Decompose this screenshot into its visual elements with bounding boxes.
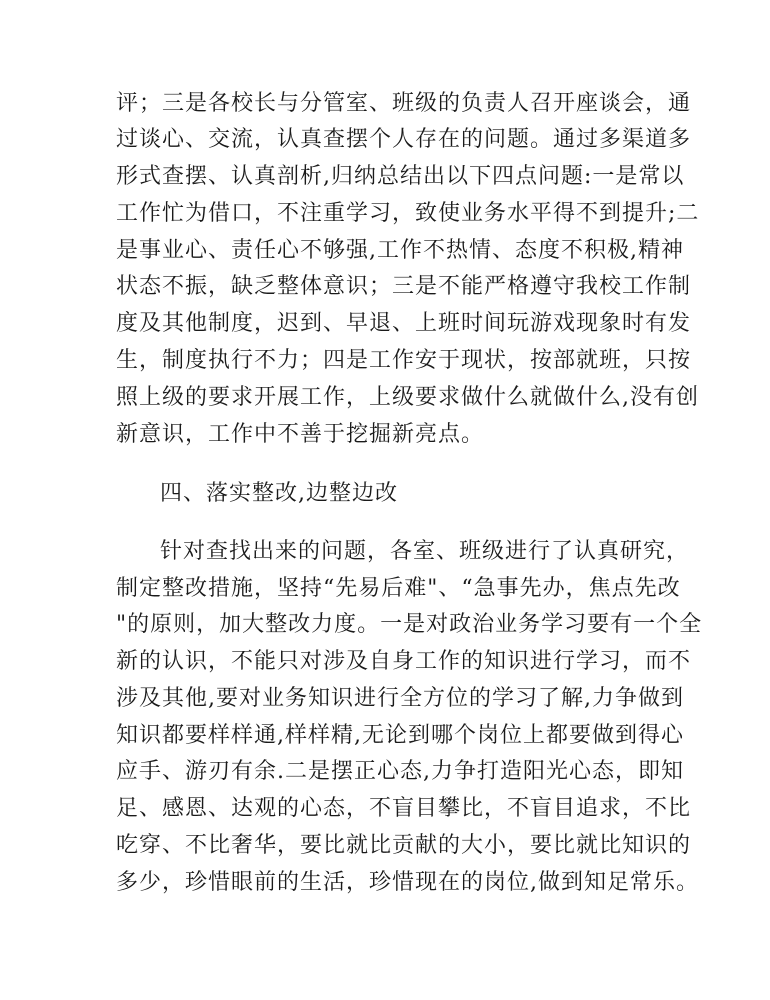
section-heading: 四、落实整改,边整边改	[160, 481, 398, 506]
text-line: 制定整改措施，坚持“先易后难"、“急事先办，焦点先改	[116, 576, 681, 601]
text-line: 评；三是各校长与分管室、班级的负责人召开座谈会，通	[116, 91, 692, 116]
text-line: 形式查摆、认真剖析,归纳总结出以下四点问题:一是常以	[116, 164, 685, 189]
text-line: 照上级的要求开展工作，上级要求做什么就做什么,没有创	[116, 385, 699, 410]
text-line: 度及其他制度，迟到、早退、上班时间玩游戏现象时有发	[116, 311, 692, 336]
text-line: 应手、游刃有余.二是摆正心态,力争打造阳光心态，即知	[116, 759, 684, 784]
text-line: 针对查找出来的问题，各室、班级进行了认真研究，	[160, 539, 690, 564]
text-line: 足、感恩、达观的心态，不盲目攀比，不盲目追求，不比	[116, 796, 692, 821]
text-line: 吃穿、不比奢华，要比就比贡献的大小，要比就比知识的	[116, 833, 692, 858]
text-line: 是事业心、责任心不够强,工作不热情、态度不积极,精神	[116, 238, 684, 263]
text-line: 知识都要样样通,样样精,无论到哪个岗位上都要做到得心	[116, 723, 684, 748]
text-line: 涉及其他,要对业务知识进行全方位的学习了解,力争做到	[116, 686, 684, 711]
text-line: 状态不振，缺乏整体意识；三是不能严格遵守我校工作制	[116, 274, 692, 299]
text-line: 工作忙为借口，不注重学习，致使业务水平得不到提升;二	[116, 201, 700, 226]
text-line: 新的认识，不能只对涉及自身工作的知识进行学习，而不	[116, 649, 692, 674]
text-line: 多少，珍惜眼前的生活，珍惜现在的岗位,做到知足常乐。	[116, 870, 699, 895]
text-line: 新意识，工作中不善于挖掘新亮点。	[116, 422, 485, 447]
text-line: 过谈心、交流，认真查摆个人存在的问题。通过多渠道多	[116, 127, 692, 152]
text-line: "的原则，加大整改力度。一是对政治业务学习要有一个全	[116, 612, 703, 637]
text-line: 生，制度执行不力；四是工作安于现状，按部就班，只按	[116, 348, 692, 373]
